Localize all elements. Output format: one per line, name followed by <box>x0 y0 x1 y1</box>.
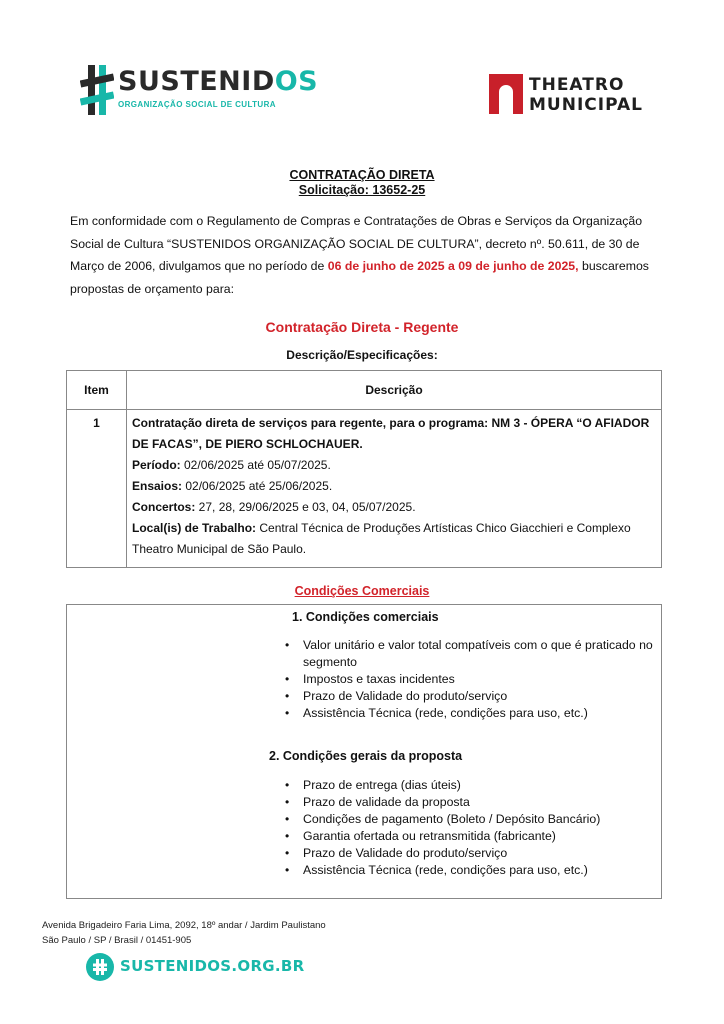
list-item: • Prazo de Validade do produto/serviço <box>303 688 683 705</box>
footer-site-link[interactable]: SUSTENIDOS.ORG.BR <box>120 957 305 975</box>
period-line: Período: 02/06/2025 até 05/07/2025. <box>132 458 331 472</box>
intro-period: 06 de junho de 2025 a 09 de junho de 2025, <box>327 259 579 273</box>
conditions-section1-list <box>281 637 683 722</box>
list-item: • Garantia ofertada ou retransmitida (fabricante) <box>303 828 673 845</box>
request-number: Solicitação: 13652-25 <box>298 183 426 197</box>
theatro-municipal-logo <box>489 72 659 116</box>
location-line: Local(is) de Trabalho: Central Técnica de Produções Artísticas Chico Giacchieri e Complexo Theatro Municipal de São Paulo. <box>132 521 631 556</box>
footer-address-1: Avenida Brigadeiro Faria Lima, 2092, 18º andar / Jardim Paulistano <box>42 920 326 931</box>
theatro-line-1: THEATRO <box>529 75 625 95</box>
list-item: • Assistência Técnica (rede, condições para uso, etc.) <box>303 862 673 879</box>
sustenidos-logo <box>80 63 319 119</box>
item-number: 1 <box>67 410 127 568</box>
conditions-box <box>66 604 662 899</box>
intro-text-1: Em conformidade com o Regulamento de Compras e Contratações de Obras e Serviços da Organização Social de Cultura “SUSTENIDOS ORGANIZAÇÃO SOCIAL DE CULTURA”, decreto nº. 50.611, de 30 de Março de 2006, divulgamos que no período de <box>70 214 643 273</box>
conditions-title: Condições Comerciais <box>294 584 430 598</box>
list-item: • Impostos e taxas incidentes <box>303 671 683 688</box>
sustenidos-wordmark: SUSTENIDOS <box>118 66 319 97</box>
list-item: • Valor unitário e valor total compatíveis com o que é praticado no segmento <box>303 637 683 671</box>
conditions-section2-list <box>281 777 673 879</box>
list-item: • Prazo de Validade do produto/serviço <box>303 845 673 862</box>
document-title: CONTRATAÇÃO DIRETA <box>289 168 435 182</box>
spec-title: Descrição/Especificações: <box>286 348 438 362</box>
theatro-line-2: MUNICIPAL <box>529 95 643 115</box>
theatro-arch-icon <box>489 74 523 114</box>
header-item: Item <box>67 371 127 410</box>
item-description <box>127 410 662 568</box>
service-description: Contratação direta de serviços para regente, para o programa: NM 3 - ÓPERA “O AFIADOR DE FACAS”, DE PIERO SCHLOCHAUER. <box>132 416 650 451</box>
conditions-section1-heading: 1. Condições comerciais <box>292 610 439 624</box>
list-item: • Prazo de validade da proposta <box>303 794 673 811</box>
list-item: • Assistência Técnica (rede, condições para uso, etc.) <box>303 705 683 722</box>
intro-paragraph <box>70 210 660 300</box>
hash-icon <box>80 63 114 117</box>
table-row <box>67 410 662 568</box>
header-description: Descrição <box>127 371 662 410</box>
section-title: Contratação Direta - Regente <box>265 319 459 335</box>
concerts-line: Concertos: 27, 28, 29/06/2025 e 03, 04, 05/07/2025. <box>132 500 416 514</box>
conditions-section2-heading: 2. Condições gerais da proposta <box>269 749 463 763</box>
intro-text-2: buscaremos propostas de orçamento para: <box>70 259 649 296</box>
footer-address-2: São Paulo / SP / Brasil / 01451-905 <box>42 935 192 946</box>
rehearsals-line: Ensaios: 02/06/2025 até 25/06/2025. <box>132 479 333 493</box>
sustenidos-subtitle: ORGANIZAÇÃO SOCIAL DE CULTURA <box>118 100 276 109</box>
items-table <box>66 370 662 568</box>
table-header-row <box>67 371 662 410</box>
list-item: • Prazo de entrega (dias úteis) <box>303 777 673 794</box>
hash-circle-icon <box>86 953 114 981</box>
list-item: • Condições de pagamento (Boleto / Depósito Bancário) <box>303 811 673 828</box>
footer-logo <box>86 953 305 983</box>
